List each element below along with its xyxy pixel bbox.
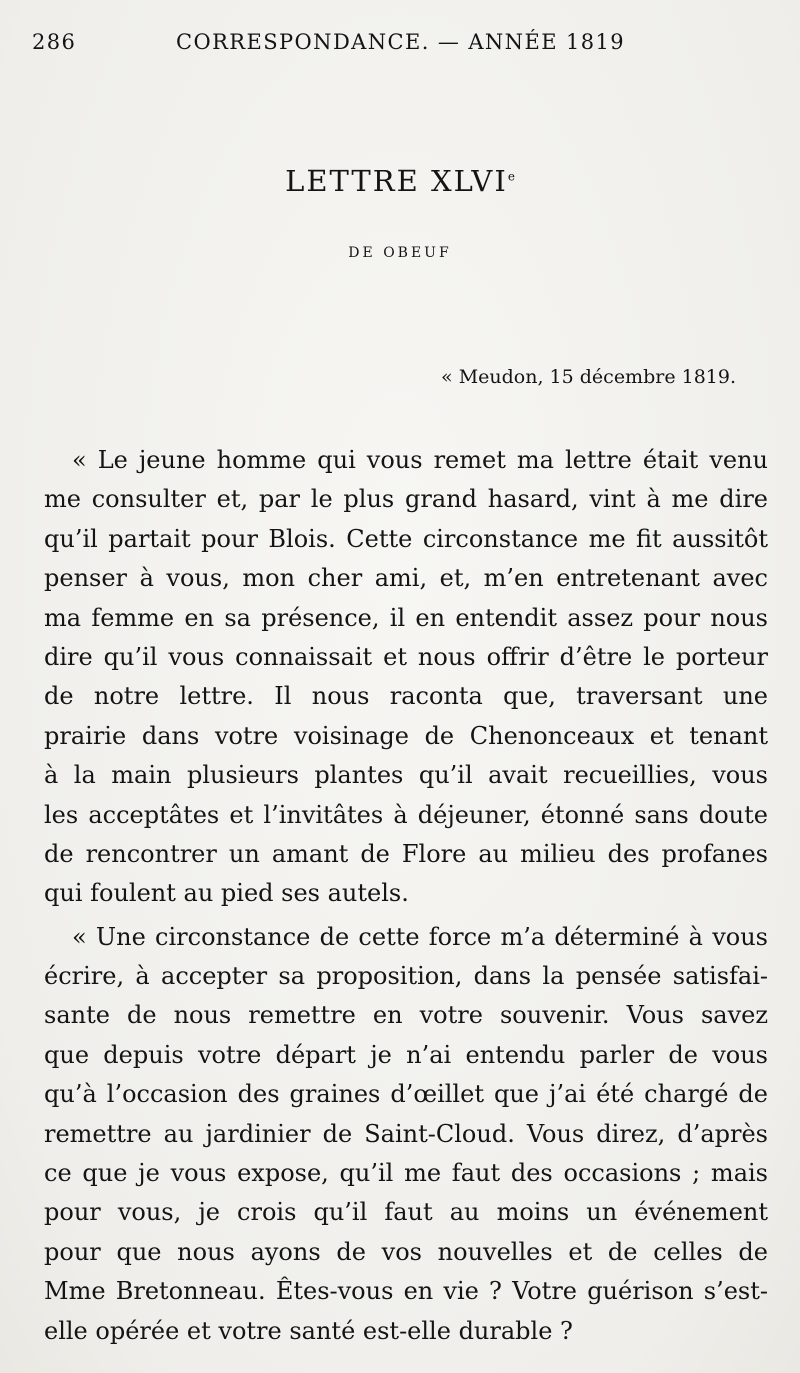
letter-sender: DE OBEUF	[348, 245, 452, 261]
running-head: CORRESPONDANCE. — ANNÉE 1819	[176, 30, 626, 54]
dateline: « Meudon, 15 décembre 1819.	[441, 366, 736, 388]
letter-title-superscript: e	[507, 169, 515, 184]
paragraph-1	[44, 441, 768, 914]
text-line: que depuis votre départ je n’ai entendu parler de vous	[44, 1040, 768, 1069]
letter-title-text: LETTRE XLVI	[285, 164, 508, 198]
text-line: penser à vous, mon cher ami, et, m’en entretenant avec	[44, 564, 768, 593]
text-line: pour vous, je crois qu’il faut au moins un événement	[44, 1198, 768, 1227]
paragraph-2	[44, 918, 768, 1351]
page-number: 286	[32, 30, 77, 54]
letter-title	[0, 164, 800, 198]
text-line: elle opérée et votre santé est-elle durable ?	[44, 1316, 573, 1345]
text-line: qu’à l’occasion des graines d’œillet que j’ai été chargé de	[44, 1080, 768, 1109]
text-line: pour que nous ayons de vos nouvelles et de celles de	[44, 1237, 768, 1266]
text-line: les acceptâtes et l’invitâtes à déjeuner, étonné sans doute	[44, 800, 768, 829]
text-line: remettre au jardinier de Saint-Cloud. Vous direz, d’après	[44, 1119, 768, 1148]
text-line: de notre lettre. Il nous raconta que, traversant une	[44, 682, 768, 711]
text-line: Mme Bretonneau. Êtes-vous en vie ? Votre guérison s’est-	[44, 1277, 768, 1306]
page-header	[32, 30, 752, 64]
text-line: qui foulent au pied ses autels.	[44, 879, 409, 908]
text-line: écrire, à accepter sa proposition, dans la pensée satisfai-	[44, 962, 768, 991]
text-line: « Une circonstance de cette force m’a déterminé à vous	[72, 922, 768, 951]
text-line: ce que je vous expose, qu’il me faut des occasions ; mais	[44, 1159, 768, 1188]
text-line: ma femme en sa présence, il en entendit assez pour nous	[44, 603, 768, 632]
text-line: qu’il partait pour Blois. Cette circonstance me fit aussitôt	[44, 524, 768, 553]
text-line: me consulter et, par le plus grand hasard, vint à me dire	[44, 485, 768, 514]
text-line: « Le jeune homme qui vous remet ma lettre était venu	[72, 446, 768, 474]
letter-body	[44, 441, 768, 1351]
text-line: prairie dans votre voisinage de Chenonceaux et tenant	[44, 721, 768, 750]
text-line: sante de nous remettre en votre souvenir. Vous savez	[44, 1001, 768, 1030]
text-line: de rencontrer un amant de Flore au milieu des profanes	[44, 839, 768, 868]
text-line: dire qu’il vous connaissait et nous offrir d’être le porteur	[44, 642, 768, 671]
text-line: à la main plusieurs plantes qu’il avait recueillies, vous	[44, 761, 768, 790]
